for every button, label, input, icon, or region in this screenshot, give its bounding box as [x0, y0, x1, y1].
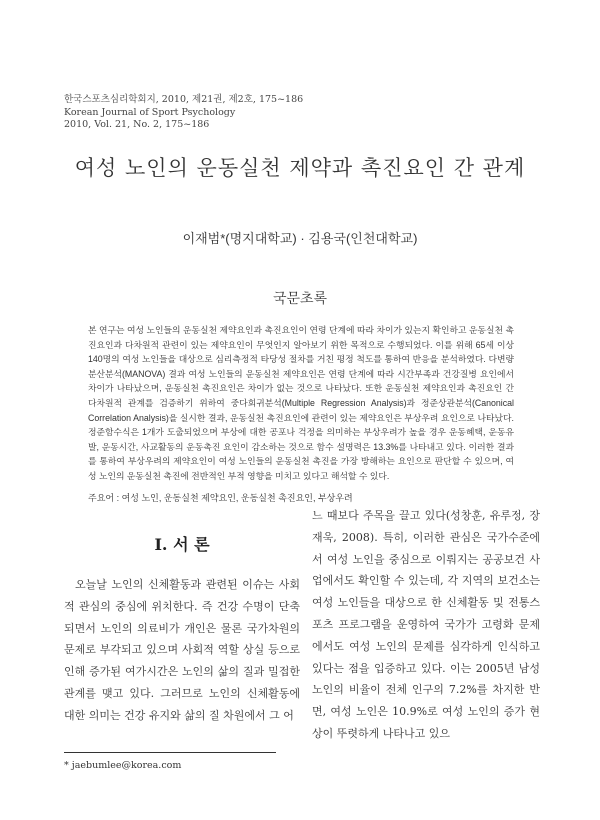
- body-text-right-column: 느 때보다 주목을 끌고 있다(성창훈, 유루정, 장재욱, 2008). 특히, 이러한 관심은 국가수준에서 여성 노인을 중심으로 이뤄지는 공공보건 사업에서도 확인할 수 있는데, 각 지역의 보건소는 여성 노인들을 대상으로 한 신체활동 및 전통스포츠 프로그램을 운영하여 국가가 고령화 문제에서도 여성 노인의 문제를 심각하게 인식하고 있다는 점을 입증하고 있다. 이는 2005년 남성 노인의 비율이 전체 인구의 7.2%를 차지한 반면, 여성 노인은 10.9%로 여성 노인의 증가 현상이 뚜렷하게 나타나고 있으: [312, 509, 540, 740]
- abstract-heading: 국문초록: [272, 290, 328, 306]
- abstract-body: 본 연구는 여성 노인들의 운동실천 제약요인과 촉진요인이 연령 단계에 따라 차이가 있는지 확인하고 운동실천 촉진요인과 다차원적 관련이 있는 제약요인이 무엇인지 알아보기 위한 목적으로 수행되었다. 이를 위해 65세 이상 140명의 여성 노인들을 대상으로 심리측정적 타당성 절차를 거친 평정 척도를 통하여 반응을 분석하였다. 다변량분산분석(MANOVA) 결과 여성 노인들의 운동실천 제약요인은 연령 단계에 따라 시간부족과 건강질병 요인에서 차이가 나타났으며, 운동실천 촉진요인은 차이가 없는 것으로 나타났다. 또한 운동실천 제약요인과 촉진요인 간 다차원적 관계를 검증하기 위하여 중다회귀분석(Multiple Regression Analysis)과 정준상관분석(Canonical Correlation Analysis)을 실시한 결과, 운동실천 촉진요인에 관련이 있는 제약요인은 부상우려 요인으로 나타났다. 정준함수식은 1개가 도출되었으며 부상에 대한 공포나 걱정을 의미하는 부상우려가 높을 경우 운동혜택, 운동유발, 운동시간, 사교활동의 운동촉진 요인이 감소하는 것으로 함수 설명력은 13.3%를 나타내고 있다. 이러한 결과를 통하여 부상우려의 제약요인이 여성 노인들의 운동실천 촉진을 가장 방해하는 요인으로 판단할 수 있으며, 여성 노인의 운동실천 촉진에 전반적인 부적 영향을 미치고 있다고 해석할 수 있다.: [88, 325, 514, 481]
- journal-citation-korean: 한국스포츠심리학회지, 2010, 제21권, 제2호, 175~186: [64, 94, 304, 105]
- footnote-email: * jaebumlee@korea.com: [64, 760, 182, 771]
- journal-citation: [64, 94, 303, 132]
- journal-citation-english: Korean Journal of Sport Psychology: [64, 106, 236, 118]
- keywords: 주요어 : 여성 노인, 운동실천 제약요인, 운동실천 촉진요인, 부상우려: [88, 493, 353, 503]
- section-heading: I. 서 론: [154, 535, 210, 554]
- journal-volume-pages: 2010, Vol. 21, No. 2, 175~186: [64, 119, 210, 130]
- body-text-left-column: 오늘날 노인의 신체활동과 관련된 이슈는 사회적 관심의 중심에 위치한다. 즉 건강 수명이 단축되면서 노인의 의료비가 개인은 물론 국가차원의 문제로 부각되고 있으며 사회적 역할 상실 등으로 인해 증가된 여가시간은 노인의 삶의 질과 밀접한 관계를 맺고 있다. 그러므로 노인의 신체활동에 대한 의미는 건강 유지와 삶의 질 차원에서 그 어: [64, 578, 300, 722]
- author-line: 이재범*(명지대학교) · 김용국(인천대학교): [182, 231, 418, 246]
- footnote-divider: [64, 752, 276, 753]
- paper-title: 여성 노인의 운동실천 제약과 촉진요인 간 관계: [74, 156, 526, 180]
